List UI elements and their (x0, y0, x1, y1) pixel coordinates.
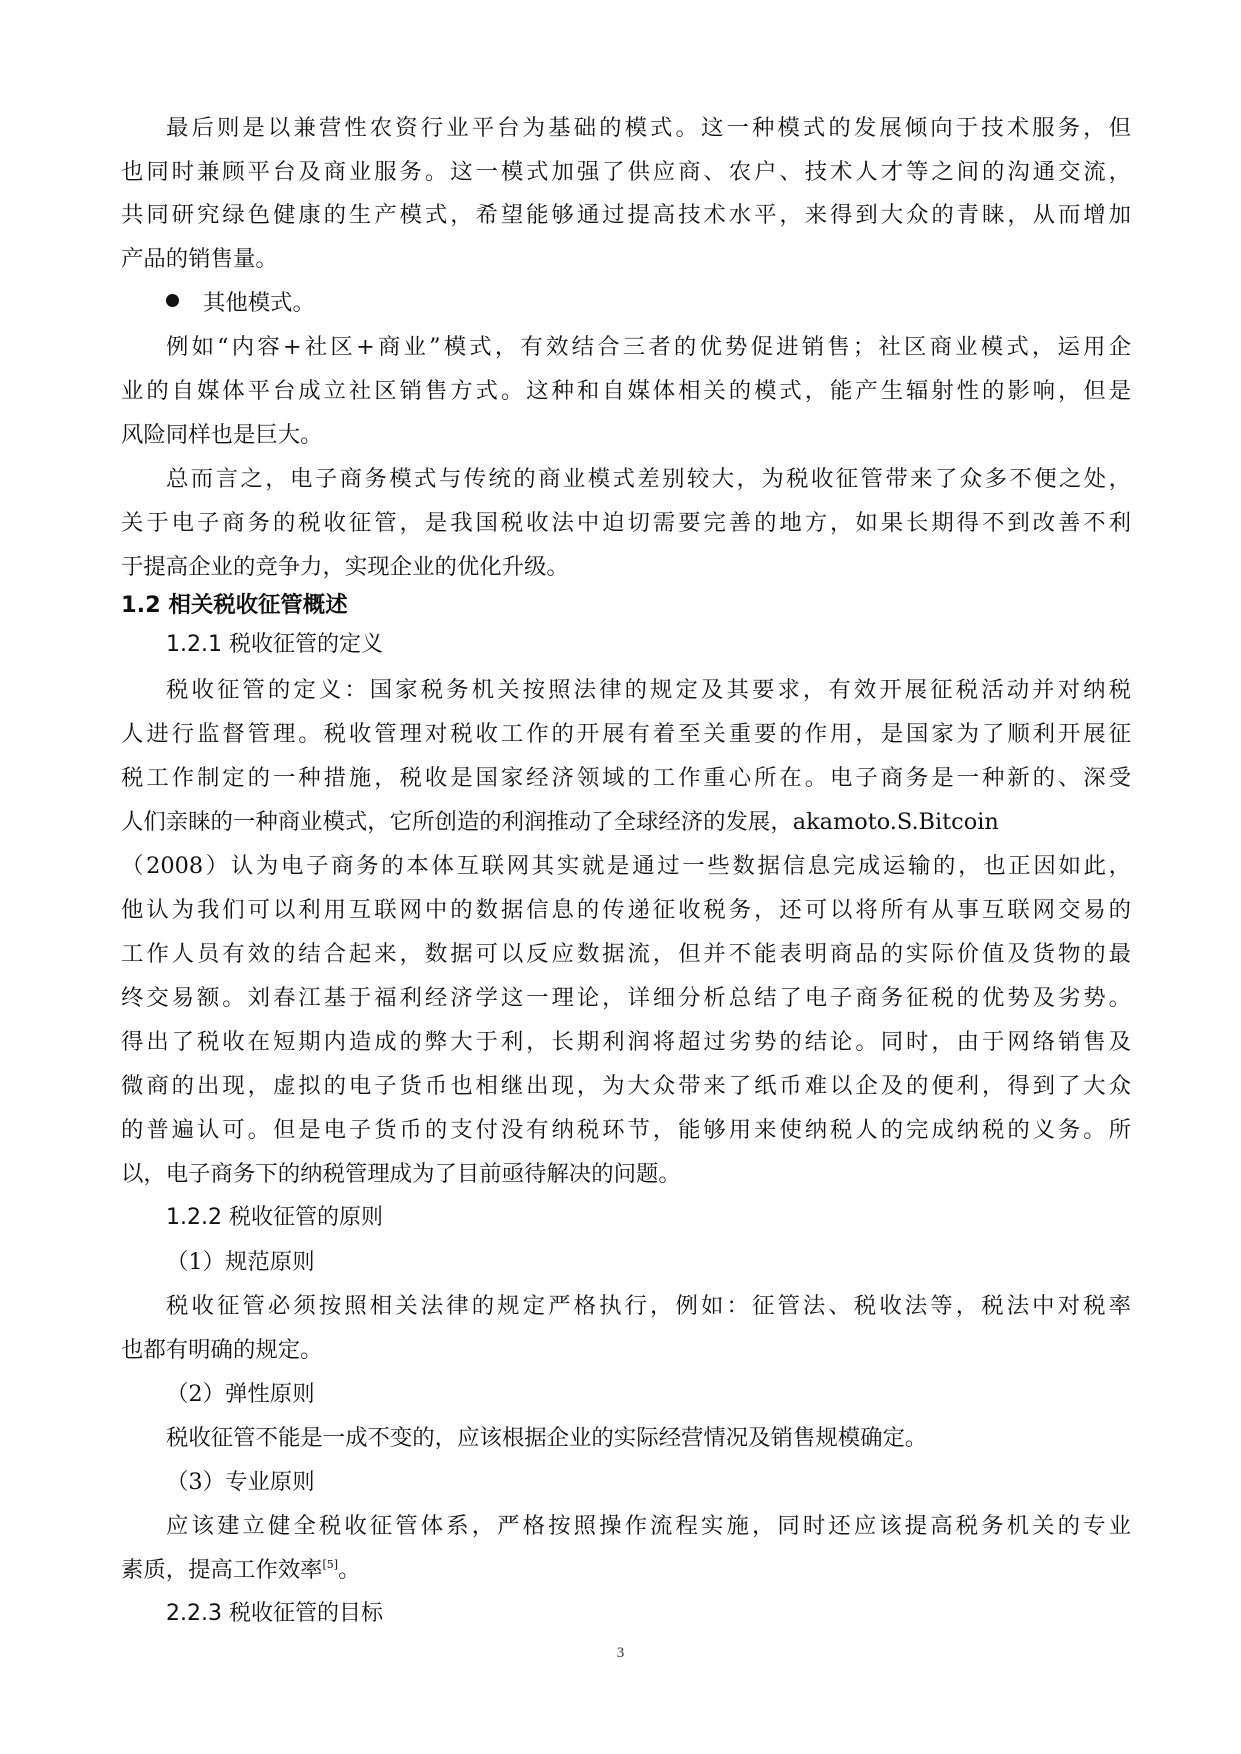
paragraph-line: 也都有明确的规定。 (121, 1337, 323, 1363)
subsection-heading: 1.2.1 税收征管的定义 (166, 632, 383, 657)
paragraph-line: 业的自媒体平台成立社区销售方式。这种和自媒体相关的模式，能产生辐射性的影响，但是 (121, 378, 1131, 404)
paragraph-line: 人们亲睐的一种商业模式，它所创造的利润推动了全球经济的发展，akamoto.S.Bitcoin (121, 809, 999, 835)
paragraph-line: 于提高企业的竞争力，实现企业的优化升级。 (121, 554, 569, 580)
paragraph-line: （2008）认为电子商务的本体互联网其实就是通过一些数据信息完成运输的，也正因如此， (121, 853, 1131, 879)
paragraph-line: 税收征管的定义：国家税务机关按照法律的规定及其要求，有效开展征税活动并对纳税 (166, 677, 1131, 703)
bullet-text: 其他模式。 (203, 290, 315, 316)
paragraph-line: 的普遍认可。但是电子货币的支付没有纳税环节，能够用来使纳税人的完成纳税的义务。所 (121, 1117, 1131, 1143)
principle-heading: （1）规范原则 (166, 1249, 315, 1275)
section-heading: 1.2 相关税收征管概述 (121, 592, 348, 618)
paragraph-line: 税收征管不能是一成不变的，应该根据企业的实际经营情况及销售规模确定。 (166, 1425, 928, 1451)
principle-heading: （3）专业原则 (166, 1469, 315, 1495)
paragraph-line: 他认为我们可以利用互联网中的数据信息的传递征收税务，还可以将所有从事互联网交易的 (121, 897, 1131, 923)
citation-reference[interactable]: [5] (322, 1558, 339, 1571)
paragraph-line: 以，电子商务下的纳税管理成为了目前亟待解决的问题。 (121, 1161, 681, 1187)
principle-heading: （2）弹性原则 (166, 1381, 315, 1407)
bullet-icon (166, 294, 179, 307)
paragraph-text: 素质，提高工作效率 (121, 1557, 323, 1583)
paragraph-line (121, 1555, 1131, 1585)
paragraph-line: 终交易额。刘春江基于福利经济学这一理论，详细分析总结了电子商务征税的优势及劣势。 (121, 985, 1131, 1011)
subsection-heading: 2.2.3 税收征管的目标 (166, 1601, 383, 1626)
paragraph-line: 总而言之，电子商务模式与传统的商业模式差别较大，为税收征管带来了众多不便之处， (166, 466, 1131, 492)
subsection-heading: 1.2.2 税收征管的原则 (166, 1205, 383, 1230)
paragraph-line: 最后则是以兼营性农资行业平台为基础的模式。这一种模式的发展倾向于技术服务，但 (166, 115, 1131, 141)
paragraph-line: 微商的出现，虚拟的电子货币也相继出现，为大众带来了纸币难以企及的便利，得到了大众 (121, 1073, 1131, 1099)
paragraph-line: 也同时兼顾平台及商业服务。这一模式加强了供应商、农户、技术人才等之间的沟通交流， (121, 159, 1131, 185)
paragraph-line: 产品的销售量。 (121, 246, 278, 272)
paragraph-text-end: 。 (338, 1557, 361, 1583)
paragraph-line: 得出了税收在短期内造成的弊大于利，长期利润将超过劣势的结论。同时，由于网络销售及 (121, 1029, 1131, 1055)
bullet-item (166, 288, 1131, 318)
paragraph-line: 共同研究绿色健康的生产模式，希望能够通过提高技术水平，来得到大众的青睐，从而增加 (121, 202, 1131, 228)
paragraph-line: 应该建立健全税收征管体系，严格按照操作流程实施，同时还应该提高税务机关的专业 (166, 1513, 1131, 1539)
paragraph-line: 关于电子商务的税收征管，是我国税收法中迫切需要完善的地方，如果长期得不到改善不利 (121, 510, 1131, 536)
paragraph-line: 例如“内容+社区+商业”模式，有效结合三者的优势促进销售；社区商业模式，运用企 (166, 334, 1131, 360)
paragraph-line: 税收征管必须按照相关法律的规定严格执行，例如：征管法、税收法等，税法中对税率 (166, 1293, 1131, 1319)
paragraph-line: 税工作制定的一种措施，税收是国家经济领域的工作重心所在。电子商务是一种新的、深受 (121, 765, 1131, 791)
paragraph-line: 人进行监督管理。税收管理对税收工作的开展有着至关重要的作用，是国家为了顺利开展征 (121, 721, 1131, 747)
paragraph-line: 工作人员有效的结合起来，数据可以反应数据流，但并不能表明商品的实际价值及货物的最 (121, 941, 1131, 967)
page-number: 3 (616, 1645, 625, 1661)
paragraph-line: 风险同样也是巨大。 (121, 422, 323, 448)
